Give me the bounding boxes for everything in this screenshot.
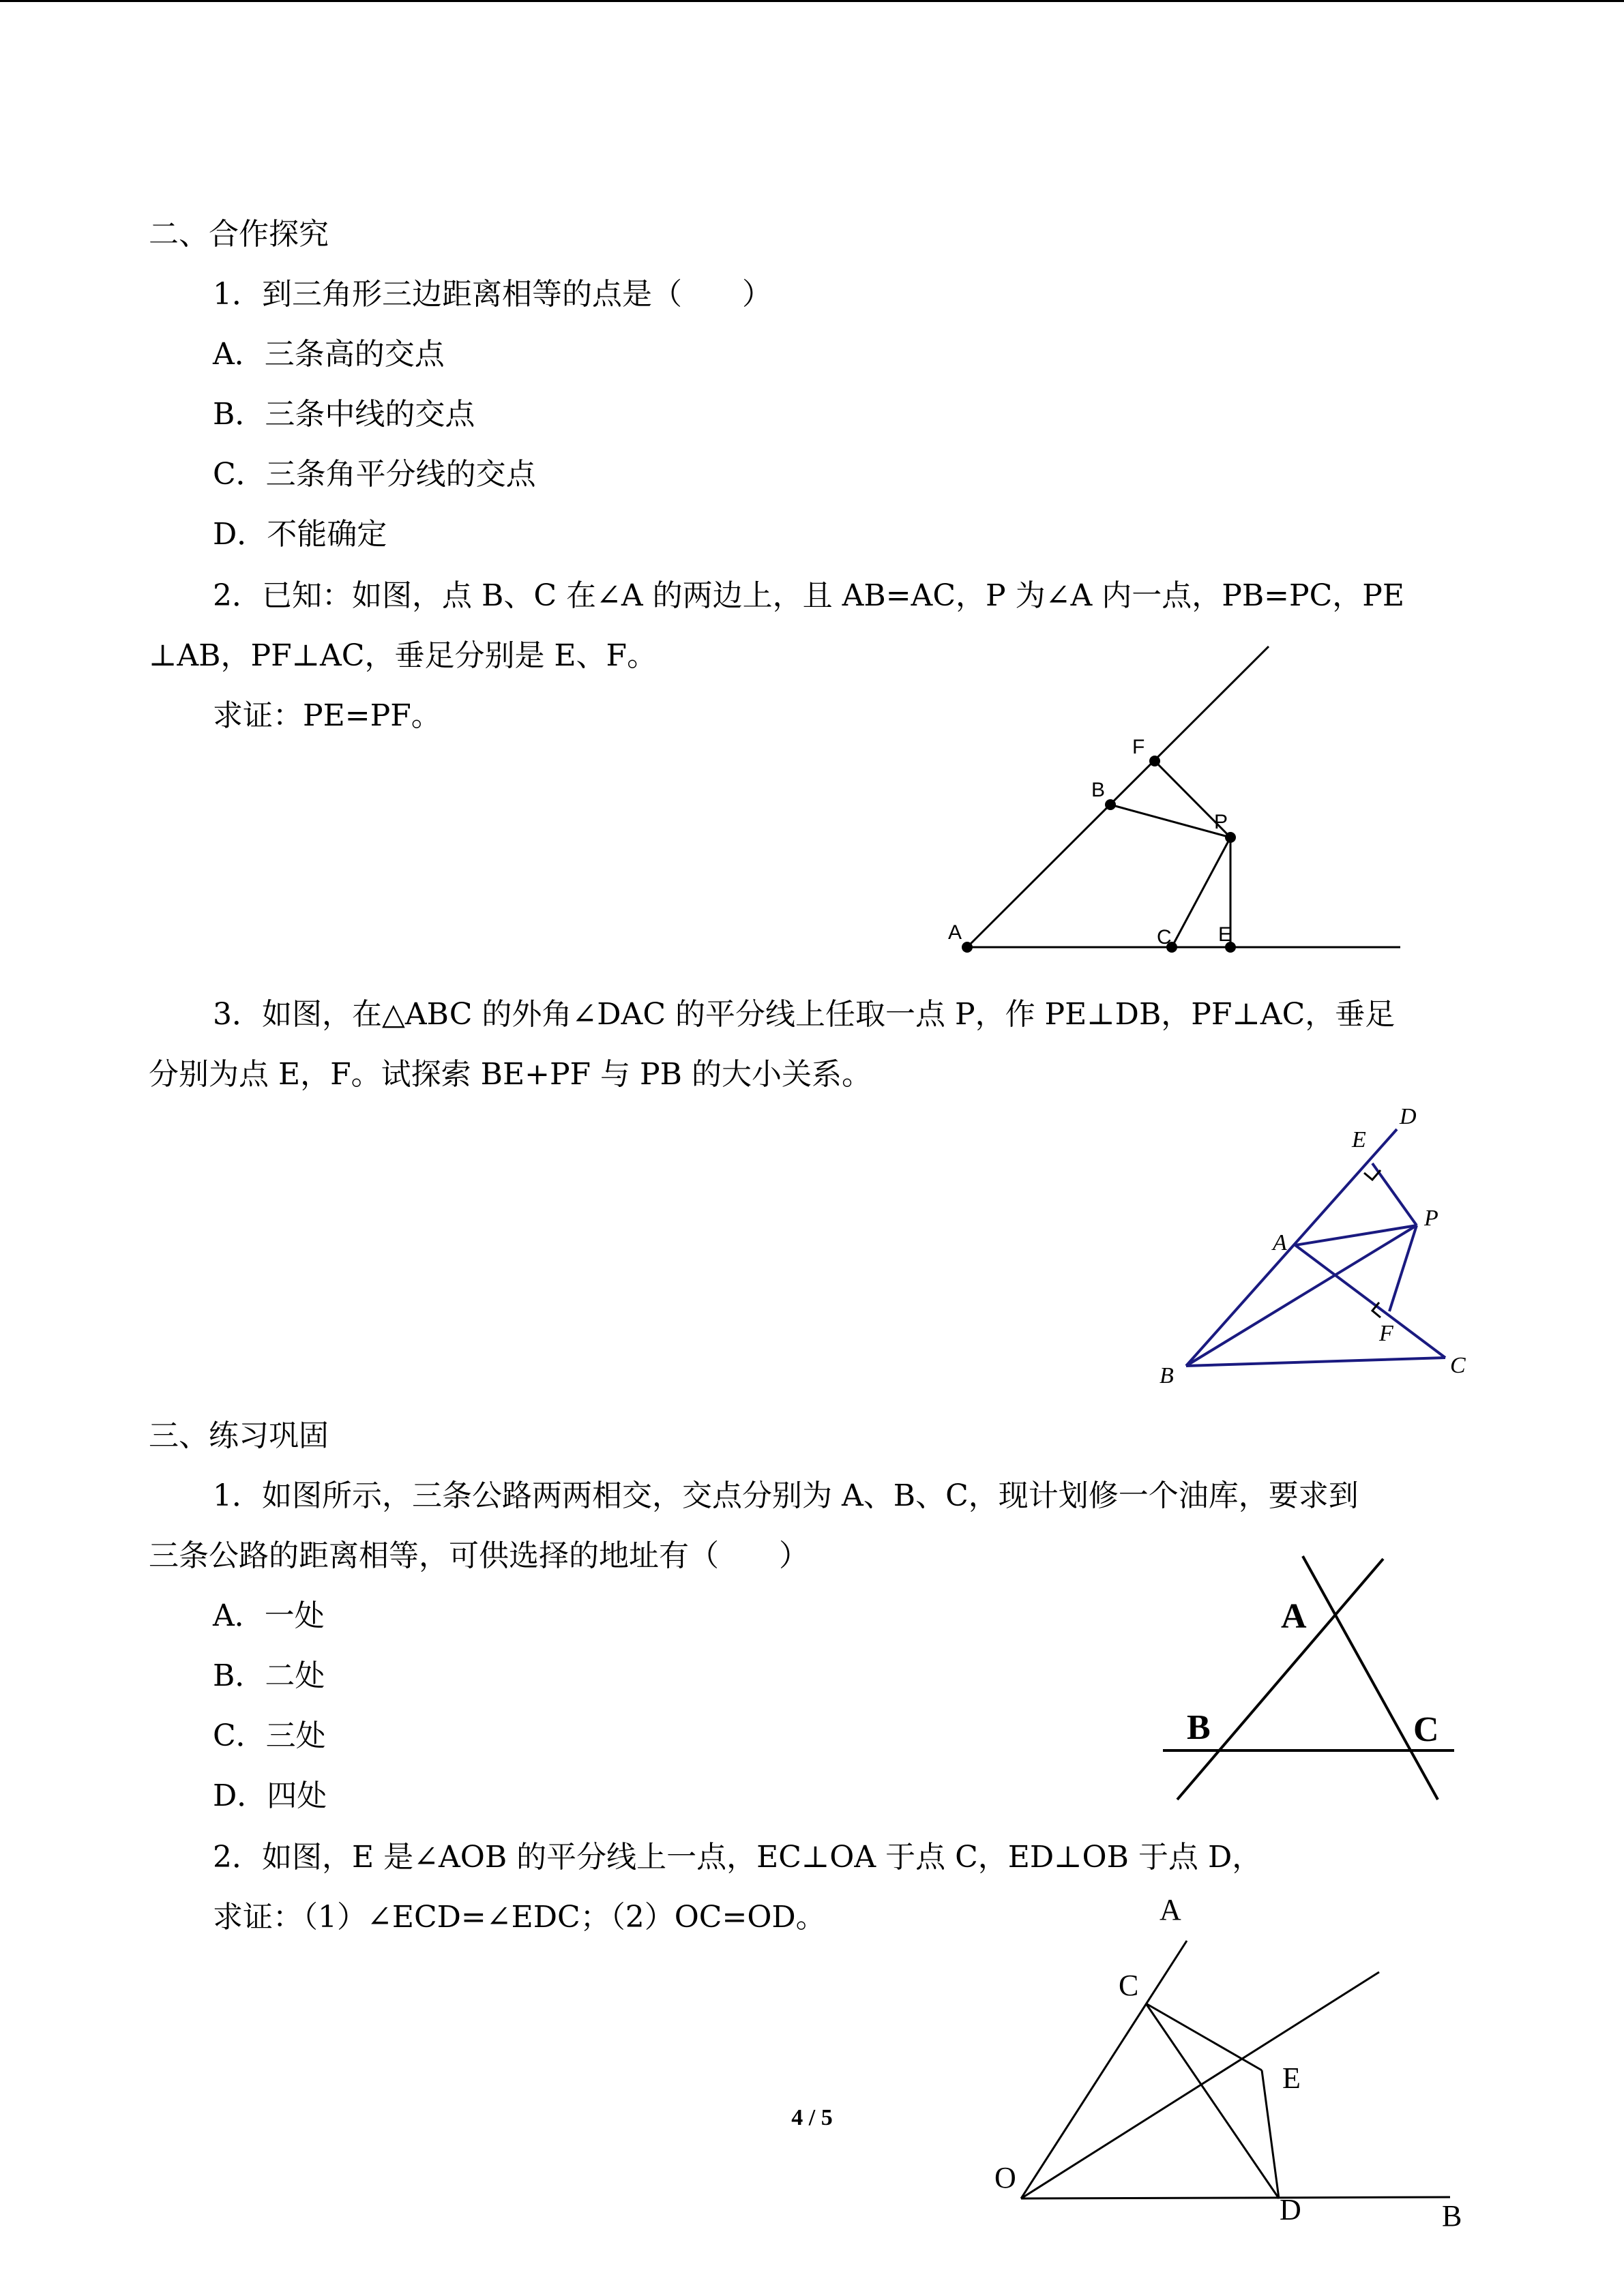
section-heading-cooperate: 二、合作探究 [149,217,329,252]
question-2-prove: 求证：PE=PF。 [213,698,441,733]
label-a: A [1273,1230,1287,1255]
label-p: P [1424,1206,1438,1231]
practice-question-1-option-b: B．二处 [213,1658,325,1693]
question-1-option-d: D．不能确定 [213,517,387,552]
figure-segment-cd [1146,2003,1279,2198]
label-d: D [1400,1104,1417,1129]
label-e: E [1282,2061,1301,2095]
practice-question-1-line-2: 三条公路的距离相等，可供选择的地址有（ ） [149,1538,809,1573]
practice-question-1-line-1: 1．如图所示，三条公路两两相交，交点分别为 A、B、C，现计划修一个油库，要求到 [213,1478,1359,1513]
label-a: A [1281,1597,1307,1636]
label-b: B [1442,2199,1462,2233]
question-1-option-c: C．三条角平分线的交点 [213,457,536,492]
question-2-line-2: ⊥AB，PF⊥AC，垂足分别是 E、F。 [149,638,658,673]
question-2-line-1: 2．已知：如图，点 B、C 在∠A 的两边上，且 AB=AC，P 为∠A 内一点，PB=PC，PE [213,578,1405,613]
page-number: 4 / 5 [791,2105,833,2130]
practice-question-1-option-d: D．四处 [213,1778,327,1813]
practice-question-2-line-1: 2．如图，E 是∠AOB 的平分线上一点，EC⊥OA 于点 C，ED⊥OB 于点 D， [213,1840,1263,1875]
figure-ray-ob [1021,2197,1450,2198]
question-1-stem: 1．到三角形三边距离相等的点是（ ） [213,277,772,312]
label-c: C [1413,1710,1439,1749]
label-b: B [1091,779,1106,801]
label-o: O [994,2161,1016,2194]
label-e: E [1218,923,1232,946]
label-b: B [1160,1363,1174,1388]
label-e: E [1352,1127,1366,1152]
practice-question-1-option-c: C．三处 [213,1718,326,1753]
label-a: A [1160,1893,1181,1926]
label-f: F [1379,1321,1393,1346]
label-f: F [1132,736,1145,758]
label-c: C [1450,1353,1466,1378]
label-c: C [1157,926,1172,949]
figure-segment-ce [1146,2003,1262,2070]
question-1-option-b: B．三条中线的交点 [213,397,475,432]
figure-bisector-oe [1021,1972,1379,2198]
label-c: C [1119,1969,1139,2002]
figure-ray-oa [1021,1941,1187,2198]
label-a: A [948,921,962,944]
figure-segment-ed [1262,2070,1279,2198]
label-d: D [1280,2193,1301,2226]
label-p: P [1214,811,1228,833]
question-1-option-a: A．三条高的交点 [213,337,445,372]
question-3-line-1: 3．如图，在△ABC 的外角∠DAC 的平分线上任取一点 P，作 PE⊥DB，PF⊥AC，垂足 [213,997,1396,1032]
practice-question-1-option-a: A．一处 [213,1598,325,1633]
section-heading-practice: 三、练习巩固 [149,1418,329,1453]
question-3-line-2: 分别为点 E，F。试探索 BE+PF 与 PB 的大小关系。 [149,1057,872,1092]
practice-question-2-prove: 求证：（1）∠ECD=∠EDC；（2）OC=OD。 [213,1900,826,1935]
label-b: B [1187,1708,1211,1747]
